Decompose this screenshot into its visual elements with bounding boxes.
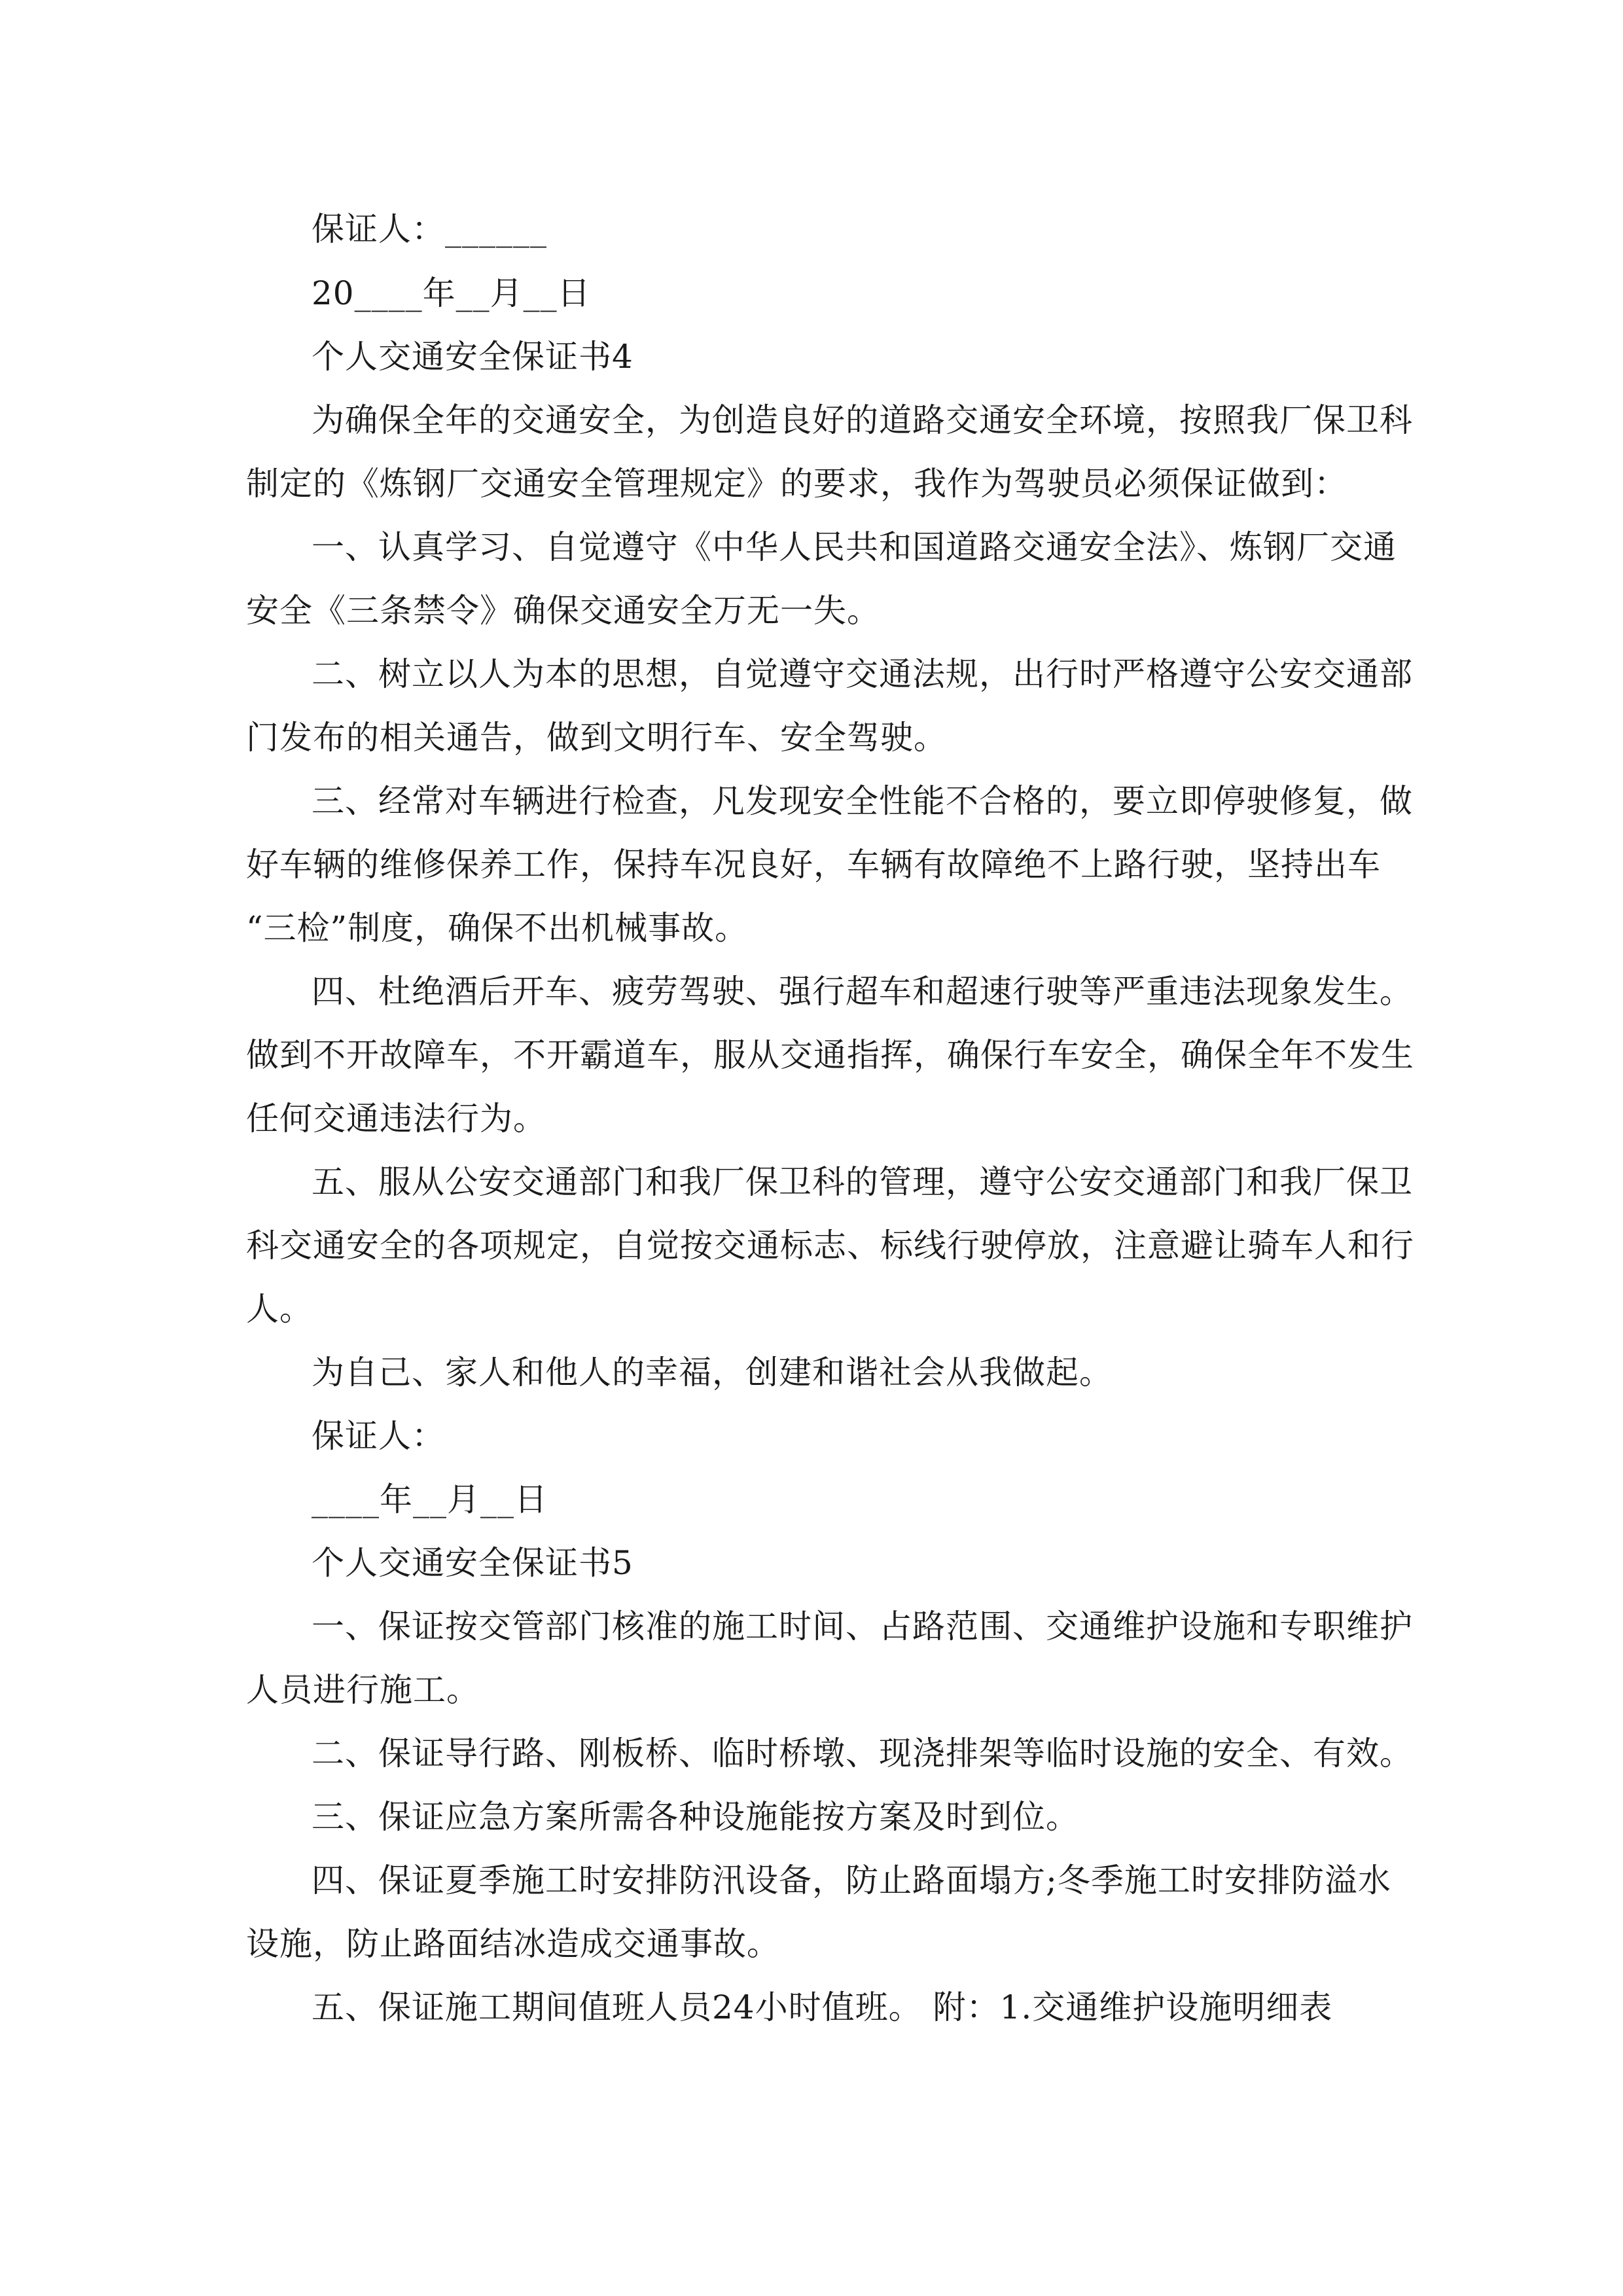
item-three-line-1: 三、经常对车辆进行检查，凡发现安全性能不合格的，要立即停驶修复，做 (312, 782, 1413, 820)
item-three-line-2: 好车辆的维修保养工作，保持车况良好，车辆有故障绝不上路行驶，坚持出车 (246, 846, 1381, 884)
item-one-line-1: 一、认真学习、自觉遵守《中华人民共和国道路交通安全法》、炼钢厂交通 (312, 528, 1397, 566)
item-two-line-1: 二、树立以人为本的思想，自觉遵守交通法规，出行时严格遵守公安交通部 (312, 655, 1413, 693)
section-title-4: 个人交通安全保证书4 (312, 338, 633, 376)
signature-line-top: 保证人：______ (312, 210, 547, 248)
item-one-line-2: 安全《三条禁令》确保交通安全万无一失。 (246, 592, 880, 630)
intro-line-1: 为确保全年的交通安全，为创造良好的道路交通安全环境，按照我厂保卫科 (312, 401, 1413, 439)
s5-item-four-line-2: 设施，防止路面结冰造成交通事故。 (246, 1925, 780, 1963)
s5-item-one-line-1: 一、保证按交管部门核准的施工时间、占路范围、交通维护设施和专职维护 (312, 1607, 1413, 1645)
intro-line-2: 制定的《炼钢厂交通安全管理规定》的要求，我作为驾驶员必须保证做到： (246, 465, 1347, 503)
s5-item-three: 三、保证应急方案所需各种设施能按方案及时到位。 (312, 1798, 1079, 1836)
closing-line: 为自己、家人和他人的幸福，创建和谐社会从我做起。 (312, 1354, 1113, 1391)
date-line-mid: ____年__月__日 (312, 1480, 548, 1518)
item-four-line-3: 任何交通违法行为。 (246, 1100, 546, 1138)
item-two-line-2: 门发布的相关通告，做到文明行车、安全驾驶。 (246, 719, 947, 757)
item-five-line-2: 科交通安全的各项规定，自觉按交通标志、标线行驶停放，注意避让骑车人和行 (246, 1227, 1414, 1265)
item-four-line-2: 做到不开故障车，不开霸道车，服从交通指挥，确保行车安全，确保全年不发生 (246, 1036, 1414, 1074)
s5-item-two: 二、保证导行路、刚板桥、临时桥墩、现浇排架等临时设施的安全、有效。 (312, 1734, 1413, 1772)
s5-item-one-line-2: 人员进行施工。 (246, 1671, 480, 1709)
s5-item-four-line-1: 四、保证夏季施工时安排防汛设备，防止路面塌方;冬季施工时安排防溢水 (312, 1861, 1391, 1899)
signature-line-mid: 保证人： (312, 1417, 445, 1455)
s5-item-five: 五、保证施工期间值班人员24小时值班。 附：1.交通维护设施明细表 (312, 1988, 1333, 2026)
date-line-top: 20____年__月__日 (312, 274, 591, 312)
item-three-line-3: “三检”制度，确保不出机械事故。 (246, 909, 749, 947)
section-title-5: 个人交通安全保证书5 (312, 1544, 633, 1582)
item-five-line-3: 人。 (246, 1290, 313, 1328)
item-five-line-1: 五、服从公安交通部门和我厂保卫科的管理，遵守公安交通部门和我厂保卫 (312, 1163, 1413, 1201)
item-four-line-1: 四、杜绝酒后开车、疲劳驾驶、强行超车和超速行驶等严重违法现象发生。 (312, 973, 1413, 1011)
